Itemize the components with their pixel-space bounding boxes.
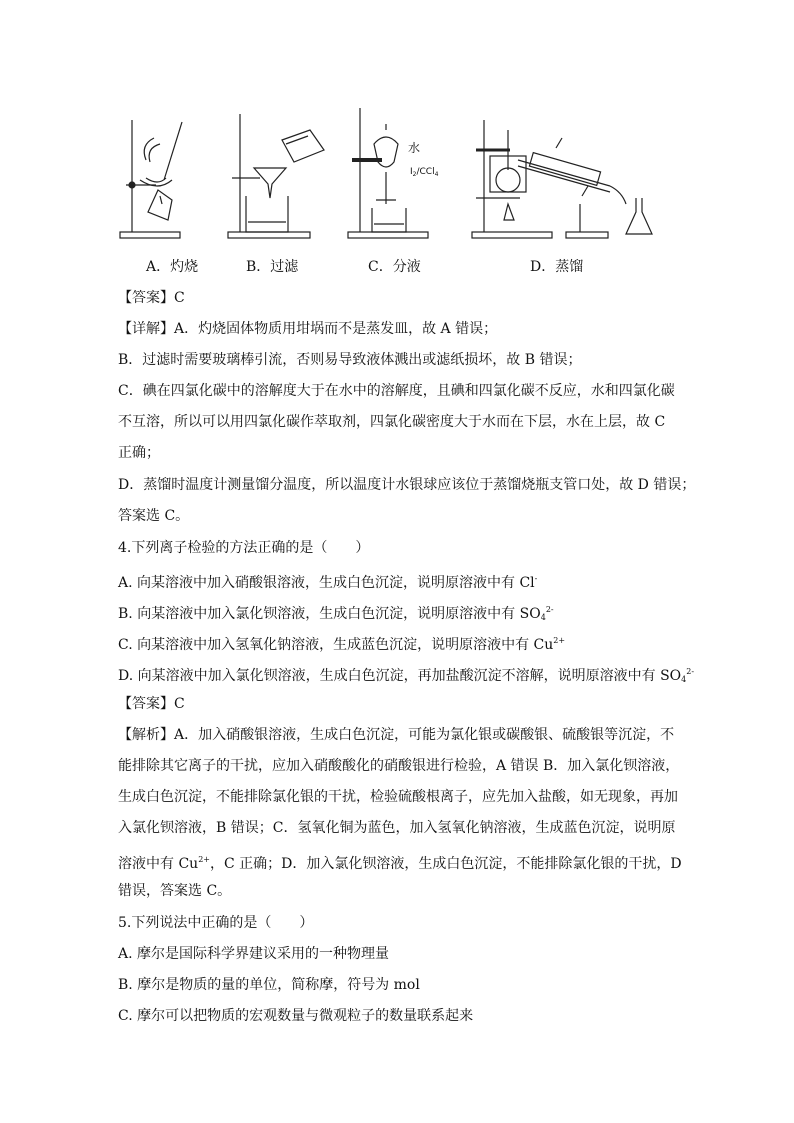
q3-answer: 【答案】C — [118, 290, 185, 306]
q4-option-b: B. 向某溶液中加入氯化钡溶液，生成白色沉淀，说明原溶液中有 $SO_4^{2-}$ — [118, 605, 554, 622]
q3-detail-a: 【详解】A．灼烧固体物质用坩埚而不是蒸发皿，故 A 错误； — [118, 321, 498, 337]
q4-analysis-6: 错误，答案选 C。 — [118, 883, 232, 899]
water-label: 水 — [408, 141, 421, 155]
q4-option-a: A. 向某溶液中加入硝酸银溶液，生成白色沉淀，说明原溶液中有 Cl- — [118, 574, 538, 591]
q3-conclusion: 答案选 C。 — [118, 508, 190, 524]
q5-stem: 5.下列说法中正确的是（ ） — [118, 915, 314, 931]
caption-b: B．过滤 — [246, 259, 299, 275]
q3-detail-b: B．过滤时需要玻璃棒引流，否则易导致液体溅出或滤纸损坏，故 B 错误； — [118, 352, 582, 368]
q4-option-d: D. 向某溶液中加入氯化钡溶液，生成白色沉淀，再加盐酸沉淀不溶解，说明原溶液中有 $SO_4^{2-}$ — [118, 667, 695, 684]
caption-a: A．灼烧 — [146, 259, 199, 275]
q4-analysis-3: 生成白色沉淀，不能排除氯化银的干扰，检验硫酸根离子，应先加入盐酸，如无现象，再加 — [118, 789, 678, 805]
apparatus-d-distillation — [472, 120, 652, 238]
caption-c: C．分液 — [368, 259, 421, 275]
caption-d: D．蒸馏 — [530, 259, 584, 275]
q4-analysis-4: 入氯化钡溶液，B 错误；C．氢氧化铜为蓝色，加入氢氧化钠溶液，生成蓝色沉淀，说明原 — [118, 820, 676, 836]
q4-stem: 4.下列离子检验的方法正确的是（ ） — [118, 540, 370, 556]
apparatus-drawing — [110, 100, 670, 250]
q3-detail-d: D．蒸馏时温度计测量馏分温度，所以温度计水银球应该位于蒸馏烧瓶支管口处，故 D 错误； — [118, 477, 696, 493]
q5-option-c: C. 摩尔可以把物质的宏观数量与微观粒子的数量联系起来 — [118, 1008, 474, 1024]
q5-option-b: B. 摩尔是物质的量的单位，简称摩，符号为 mol — [118, 977, 420, 993]
q3-detail-c1: C．碘在四氯化碳中的溶解度大于在水中的溶解度，且碘和四氯化碳不反应，水和四氯化碳 — [118, 383, 675, 399]
q5-option-a: A. 摩尔是国际科学界建议采用的一种物理量 — [118, 946, 390, 962]
q4-answer: 【答案】C — [118, 696, 185, 712]
i2-ccl4-label: $I_2/CCl_4$ — [410, 167, 439, 178]
q4-analysis-2: 能排除其它离子的干扰，应加入硝酸酸化的硝酸银进行检验，A 错误 B．加入氯化钡溶液， — [118, 758, 680, 774]
q3-detail-c3: 正确； — [118, 445, 160, 461]
apparatus-a-ignition — [120, 120, 182, 238]
q4-option-c: C. 向某溶液中加入氢氧化钠溶液，生成蓝色沉淀，说明原溶液中有 $Cu^{2+}$ — [118, 636, 566, 653]
apparatus-figure — [110, 100, 670, 280]
q3-detail-c2: 不互溶，所以可以用四氯化碳作萃取剂，四氯化碳密度大于水而在下层，水在上层，故 C — [118, 414, 666, 430]
apparatus-b-filtration — [228, 114, 324, 238]
q4-analysis-5: 溶液中有 $Cu^{2+}$，C 正确；D．加入氯化钡溶液，生成白色沉淀，不能排除氯化银的干扰，D — [118, 855, 682, 872]
q4-analysis-1: 【解析】A．加入硝酸银溶液，生成白色沉淀，可能为氯化银或碳酸银、硫酸银等沉淀，不 — [118, 727, 675, 743]
